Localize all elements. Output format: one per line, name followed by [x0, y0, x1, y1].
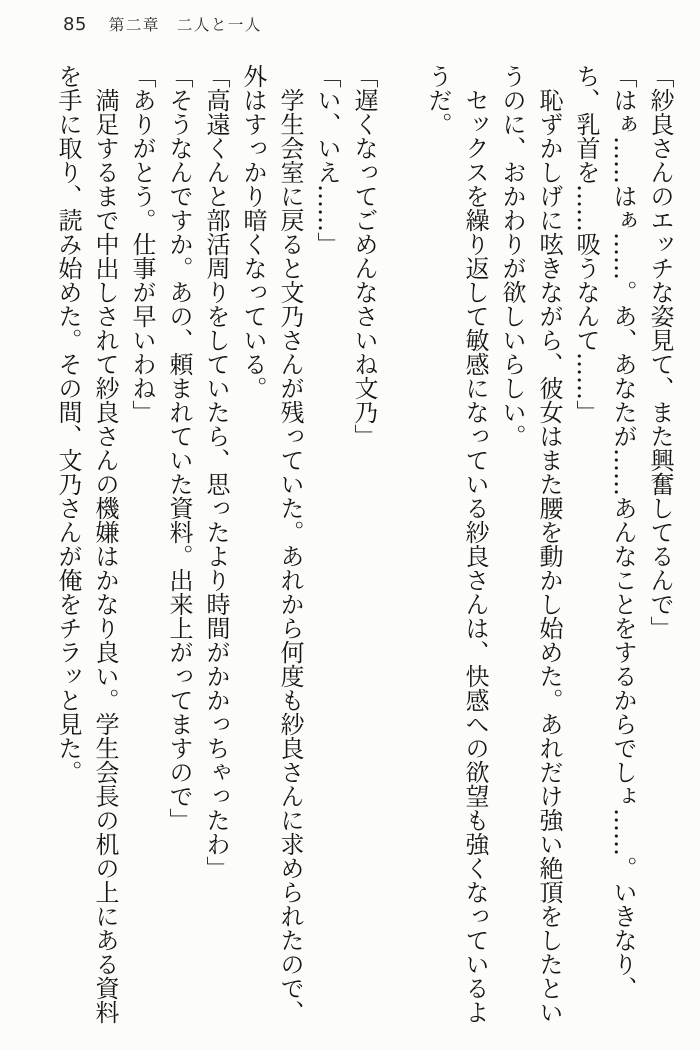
paragraph-narration: 学生会室に戻ると文乃さんが残っていた。あれから何度も紗良さんに求められたので、外はすっかり暗くなっている。 — [239, 64, 304, 1024]
vertical-text-body — [49, 64, 678, 1042]
paragraph-dialogue: 「高遠くんと部活周りをしていたら、思ったより時間がかかっちゃったわ」 — [202, 64, 230, 880]
paragraph-dialogue: 「そうなんですか。あの、頼まれていた資料。出来上がってますので」 — [165, 64, 193, 832]
paragraph-narration: 恥ずかしげに呟きながら、彼女はまた腰を動かし始めた。あれだけ強い絶頂をしたというのに、おかわりが欲しいらしい。 — [498, 64, 563, 1024]
paragraph-narration: 満足するまで中出しされて紗良さんの機嫌はかなり良い。学生会長の机の上にある資料を手に取り、読み始めた。その間、文乃さんが俺をチラッと見た。 — [54, 64, 119, 1024]
paragraph-dialogue: 「遅くなってごめんなさいね文乃」 — [350, 64, 378, 448]
paragraph-dialogue: 「い、いえ……」 — [313, 64, 341, 256]
chapter-title: 第二章 二人と一人 — [108, 16, 262, 34]
paragraph-dialogue: 「ありがとう。仕事が早いわね」 — [128, 64, 156, 424]
scene-break — [382, 64, 419, 1042]
page-header — [63, 13, 262, 35]
paragraph-dialogue: 「はぁ……はぁ……。あ、あなたが……あんなことをするからでしょ……。いきなり、ち、乳首を……吸うなんて……」 — [572, 64, 637, 1000]
page-number: 85 — [63, 14, 87, 35]
paragraph-dialogue: 「紗良さんのエッチな姿見て、また興奮してるんで」 — [646, 64, 674, 640]
paragraph-narration: セックスを繰り返して敏感になっている紗良さんは、快感への欲望も強くなっているようだ。 — [424, 64, 489, 1024]
